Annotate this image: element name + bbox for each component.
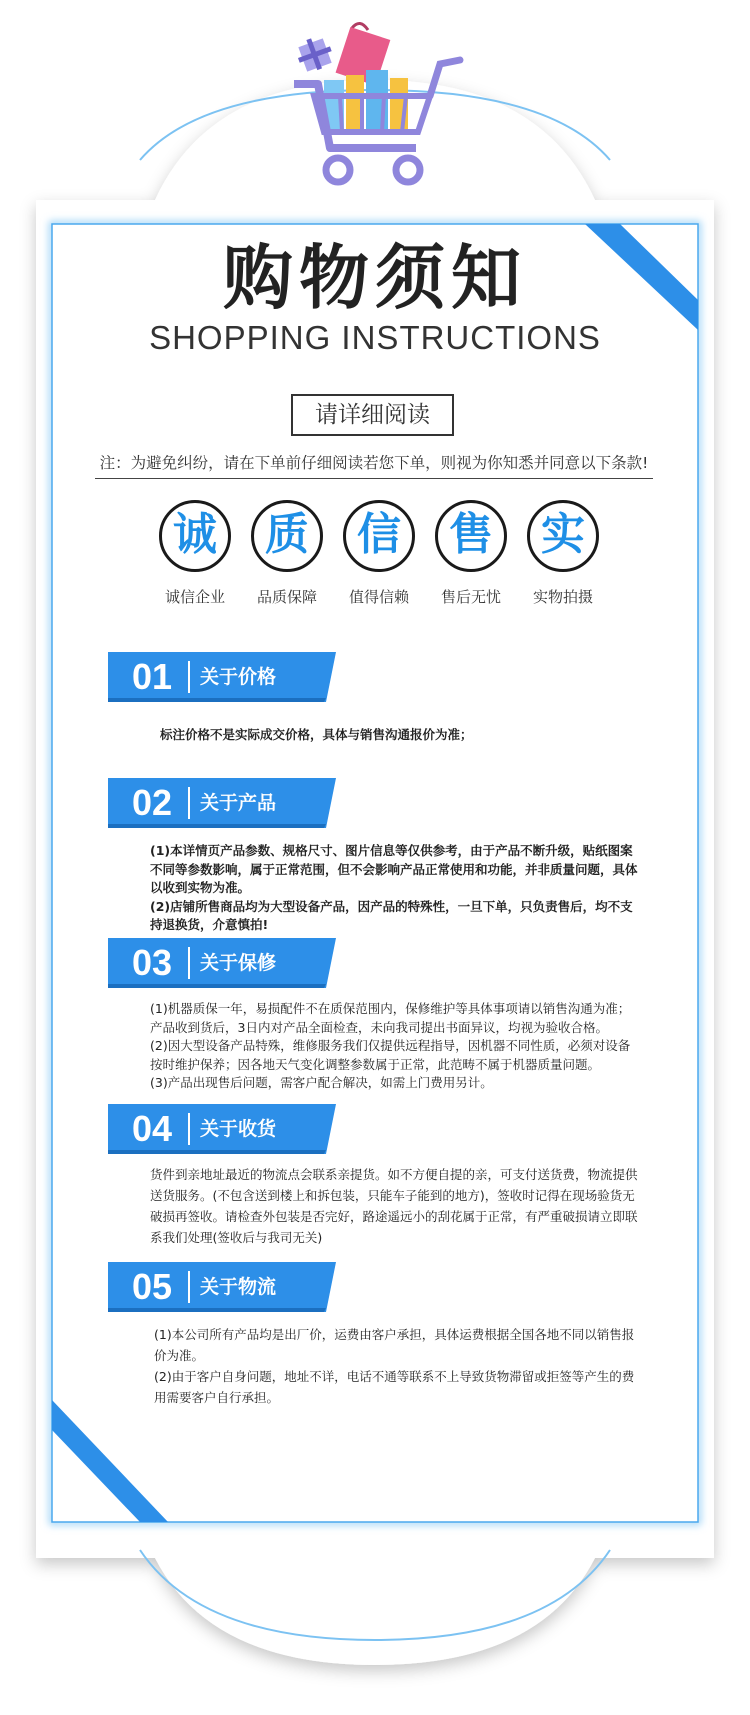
section-divider bbox=[188, 947, 190, 979]
badge-label: 品质保障 bbox=[256, 588, 317, 606]
badge-label: 售后无忧 bbox=[440, 588, 501, 606]
paragraph: 货件到亲地址最近的物流点会联系亲提货。如不方便自提的亲，可支付送货费，物流提供送货服务。(不包含送到楼上和拆包装，只能车子能到的地方)，签收时记得在现场验货无破损再签收。请检查外包装是否完好，路途遥远小的刮花属于正常，有严重破损请立即联系我们处理(签收后与我司无关) bbox=[150, 1167, 638, 1245]
section-body-price bbox=[160, 726, 650, 745]
section-body-receiving bbox=[150, 1164, 640, 1248]
badge-char: 信 bbox=[343, 500, 415, 572]
section-divider bbox=[188, 787, 190, 819]
paragraph: (1)机器质保一年，易损配件不在质保范围内，保修维护等具体事项请以销售沟通为准；产品收到货后，3日内对产品全面检查，未向我司提出书面异议，均视为验收合格。 bbox=[150, 1001, 631, 1035]
badge-char: 售 bbox=[435, 500, 507, 572]
paragraph: (1)本详情页产品参数、规格尺寸、图片信息等仅供参考，由于产品不断升级，贴纸图案不同等参数影响，属于正常范围，但不会影响产品正常使用和功能，并非质量问题，具体以收到实物为准。 bbox=[150, 843, 638, 895]
badge-label: 值得信赖 bbox=[348, 588, 409, 606]
notice-text: 注：为避免纠纷，请在下单前仔细阅读若您下单，则视为你知悉并同意以下条款! bbox=[95, 450, 653, 479]
page-title: 购物须知 bbox=[223, 237, 527, 319]
section-header-logistics bbox=[108, 1262, 338, 1312]
badge-after-sales bbox=[426, 500, 516, 607]
section-title: 关于价格 bbox=[200, 666, 277, 688]
page-subtitle: SHOPPING INSTRUCTIONS bbox=[149, 319, 601, 356]
section-body-logistics bbox=[154, 1324, 644, 1408]
badge-char: 实 bbox=[527, 500, 599, 572]
paragraph: (2)因大型设备产品特殊，维修服务我们仅提供远程指导，因机器不同性质，必须对设备按时维护保养；因各地天气变化调整参数属于正常，此范畴不属于机器质量问题。 bbox=[150, 1038, 631, 1072]
read-carefully-label: 请详细阅读 bbox=[291, 394, 454, 436]
section-title: 关于产品 bbox=[200, 792, 277, 814]
badge-row bbox=[150, 500, 600, 620]
section-number: 03 bbox=[132, 942, 173, 983]
section-header-warranty bbox=[108, 938, 338, 988]
section-number: 01 bbox=[132, 656, 173, 697]
section-divider bbox=[188, 1113, 190, 1145]
shopping-cart-icon bbox=[290, 20, 470, 195]
paragraph: 标注价格不是实际成交价格，具体与销售沟通报价为准； bbox=[160, 727, 473, 742]
paragraph: (3)产品出现售后问题，需客户配合解决，如需上门费用另计。 bbox=[150, 1075, 493, 1090]
badge-char: 诚 bbox=[159, 500, 231, 572]
badge-char: 质 bbox=[251, 500, 323, 572]
section-header-receiving bbox=[108, 1104, 338, 1154]
section-number: 02 bbox=[132, 782, 173, 823]
badge-integrity bbox=[150, 500, 240, 607]
section-divider bbox=[188, 661, 190, 693]
section-header-product bbox=[108, 778, 338, 828]
paragraph: (2)由于客户自身问题，地址不详，电话不通等联系不上导致货物滞留或拒签等产生的费用需要客户自行承担。 bbox=[154, 1369, 635, 1405]
section-title: 关于物流 bbox=[200, 1276, 277, 1298]
badge-quality bbox=[242, 500, 332, 607]
paragraph: (2)店铺所售商品均为大型设备产品，因产品的特殊性，一旦下单，只负责售后，均不支持退换货，介意慎拍! bbox=[150, 898, 633, 932]
paragraph: (1)本公司所有产品均是出厂价，运费由客户承担，具体运费根据全国各地不同以销售报价为准。 bbox=[154, 1327, 635, 1363]
badge-trust bbox=[334, 500, 424, 607]
section-title: 关于收货 bbox=[200, 1118, 277, 1140]
section-title: 关于保修 bbox=[200, 952, 277, 974]
section-header-price bbox=[108, 652, 338, 702]
badge-label: 诚信企业 bbox=[164, 588, 225, 606]
gift-box-icon bbox=[298, 38, 332, 71]
section-number: 05 bbox=[132, 1266, 173, 1307]
badge-real-photo bbox=[518, 500, 608, 607]
section-number: 04 bbox=[132, 1108, 173, 1149]
section-divider bbox=[188, 1271, 190, 1303]
section-body-product bbox=[150, 842, 640, 935]
section-body-warranty bbox=[150, 1000, 640, 1093]
badge-label: 实物拍摄 bbox=[532, 588, 593, 606]
